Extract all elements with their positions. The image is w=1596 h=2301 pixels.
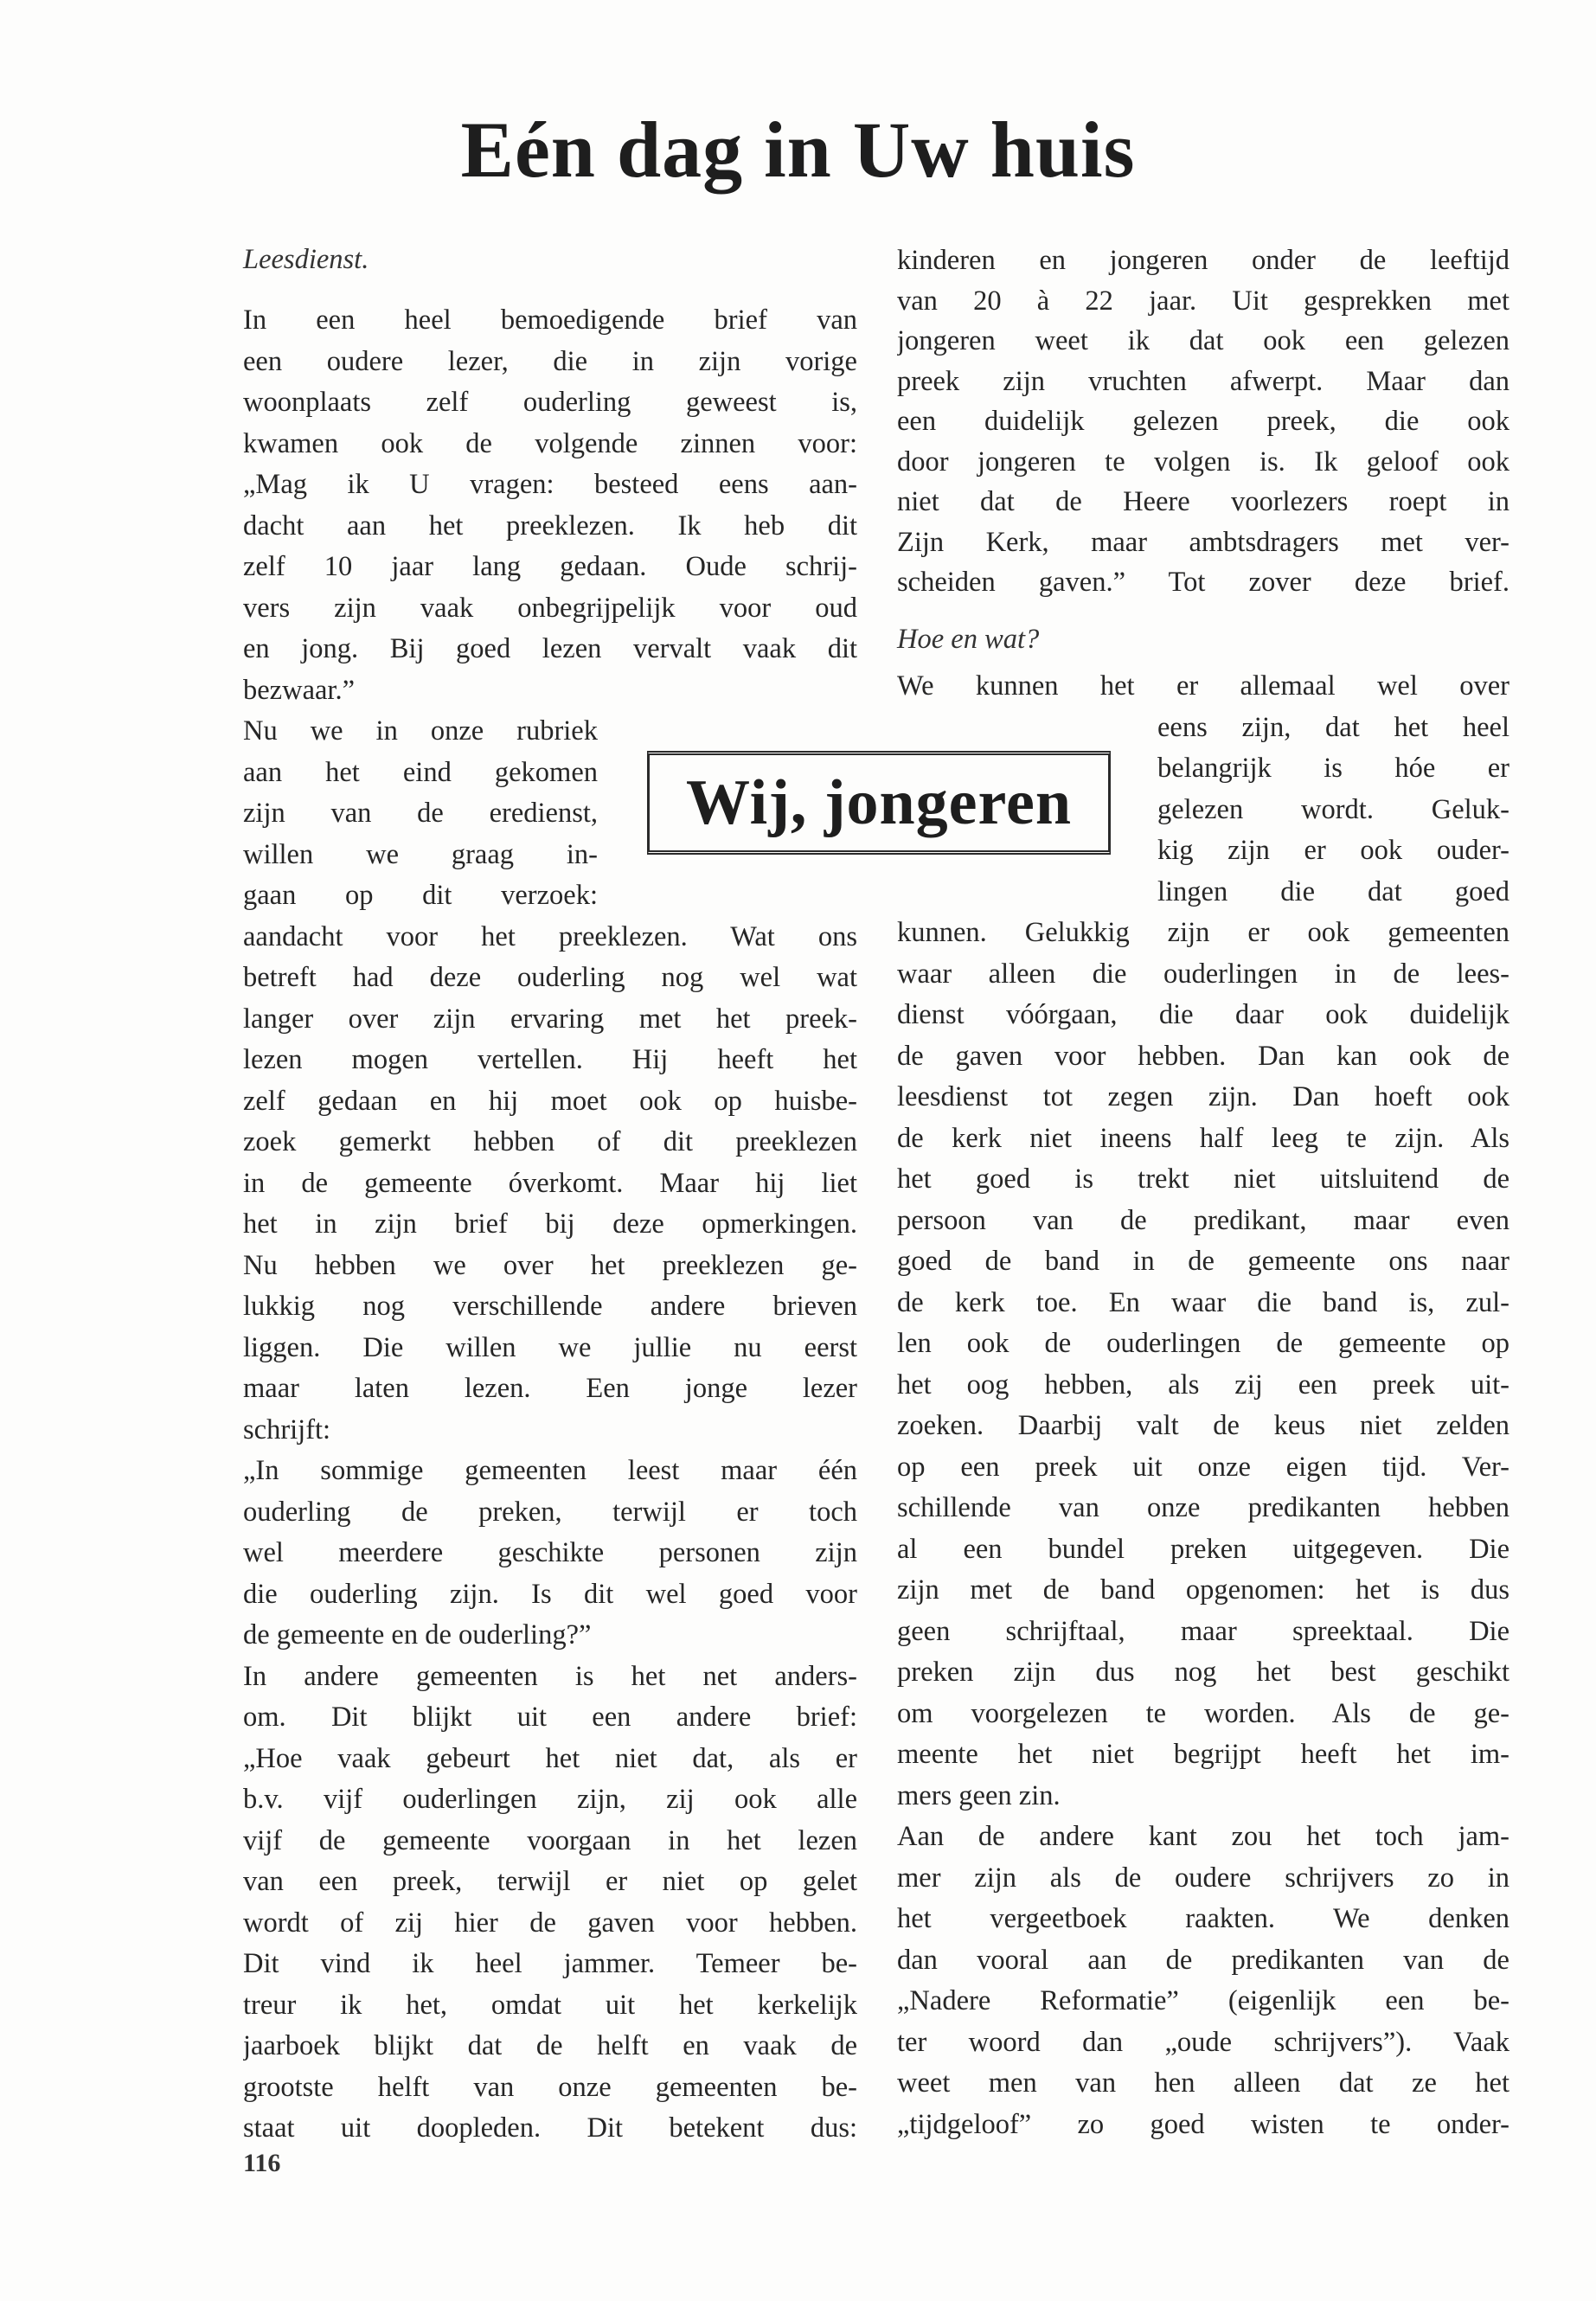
section-heading-hoe-en-wat: Hoe en wat? <box>897 624 1040 655</box>
text-line: niet dat de Heere voorlezers roept in <box>897 486 1509 517</box>
column-title-box <box>647 751 1111 855</box>
text-line: het vergeetboek raakten. We denken <box>897 1903 1509 1934</box>
text-line: vers zijn vaak onbegrijpelijk voor oud <box>243 592 857 624</box>
column-title: Wij, jongeren <box>685 766 1072 838</box>
text-line: wordt of zij hier de gaven voor hebben. <box>243 1907 857 1939</box>
text-line: gelezen wordt. Geluk- <box>1157 793 1509 825</box>
text-line: lezen mogen vertellen. Hij heeft het <box>243 1044 857 1075</box>
text-line: ter woord dan „oude schrijvers”). Vaak <box>897 2026 1509 2058</box>
text-line: We kunnen het er allemaal wel over <box>897 670 1509 702</box>
text-line: kig zijn er ook ouder- <box>1157 835 1509 866</box>
text-line: Nu we in onze rubriek <box>243 715 598 747</box>
text-line: schrijft: <box>243 1413 331 1445</box>
text-line: maar laten lezen. Een jonge lezer <box>243 1373 857 1404</box>
text-line: geen schrijftaal, maar spreektaal. Die <box>897 1615 1509 1647</box>
text-line: mers geen zin. <box>897 1779 1061 1811</box>
text-line: meente het niet begrijpt heeft het im- <box>897 1739 1509 1770</box>
text-line: zelf gedaan en hij moet ook op huisbe- <box>243 1085 857 1117</box>
text-line: persoon van de predikant, maar even <box>897 1204 1509 1236</box>
text-line: „Nadere Reformatie” (eigenlijk een be- <box>897 1985 1509 2016</box>
text-line: zoeken. Daarbij valt de keus niet zelden <box>897 1410 1509 1441</box>
article-title: Eén dag in Uw huis <box>460 106 1136 194</box>
text-line: grootste helft van onze gemeenten be- <box>243 2071 857 2103</box>
text-line: jongeren weet ik dat ook een gelezen <box>897 325 1509 356</box>
text-line: in de gemeente óverkomt. Maar hij liet <box>243 1167 857 1199</box>
text-line: kwamen ook de volgende zinnen voor: <box>243 427 857 459</box>
text-line: een oudere lezer, die in zijn vorige <box>243 345 857 377</box>
text-line: jaarboek blijkt dat de helft en vaak de <box>243 2030 857 2061</box>
text-line: preken zijn dus nog het best geschikt <box>897 1657 1509 1688</box>
paragraph <box>243 300 857 711</box>
text-line: In een heel bemoedigende brief van <box>243 304 857 336</box>
text-line: de kerk toe. En waar die band is, zul- <box>897 1286 1509 1318</box>
section-heading-leesdienst: Leesdienst. <box>243 244 369 275</box>
right-column-top <box>897 240 1509 603</box>
paragraph <box>897 666 1509 708</box>
text-line: door jongeren te volgen is. Ik geloof ook <box>897 445 1509 478</box>
text-line: betreft had deze ouderling nog wel wat <box>243 962 857 993</box>
right-column <box>897 666 1509 2145</box>
page-number: 116 <box>243 2149 281 2177</box>
text-line: weet men van hen alleen dat ze het <box>897 2067 1509 2099</box>
paragraph-wrapped <box>1157 708 1509 913</box>
paragraph <box>243 1657 857 2150</box>
text-line: vijf de gemeente voorgaan in het lezen <box>243 1824 857 1856</box>
text-line: preek zijn vruchten afwerpt. Maar dan <box>897 365 1509 397</box>
text-line: het in zijn brief bij deze opmerkingen. <box>243 1208 857 1240</box>
text-line: Zijn Kerk, maar ambtsdragers met ver- <box>897 526 1509 558</box>
text-line: ouderling de preken, terwijl er toch <box>243 1496 857 1528</box>
paragraph <box>897 240 1509 603</box>
text-line: dacht aan het preeklezen. Ik heb dit <box>243 510 857 542</box>
text-line: van een preek, terwijl er niet op gelet <box>243 1866 857 1897</box>
paragraph <box>243 1451 857 1657</box>
text-line: In andere gemeenten is het net anders- <box>243 1660 857 1692</box>
text-line: schillende van onze predikanten hebben <box>897 1492 1509 1523</box>
text-line: bezwaar.” <box>243 674 356 706</box>
text-line: scheiden gaven.” Tot zover deze brief. <box>897 567 1509 598</box>
text-line: liggen. Die willen we jullie nu eerst <box>243 1331 857 1363</box>
text-line: zijn met de band opgenomen: het is dus <box>897 1574 1509 1606</box>
text-line: om. Dit blijkt uit een andere brief: <box>243 1702 857 1733</box>
text-line: wel meerdere geschikte personen zijn <box>243 1537 857 1568</box>
text-line: „Hoe vaak gebeurt het niet dat, als er <box>243 1742 857 1774</box>
text-line: al een bundel preken uitgegeven. Die <box>897 1533 1509 1565</box>
text-line: en jong. Bij goed lezen vervalt vaak dit <box>243 633 857 664</box>
text-line: het goed is trekt niet uitsluitend de <box>897 1163 1509 1195</box>
text-line: dienst vóórgaan, die daar ook duidelijk <box>897 999 1509 1030</box>
text-line: de gemeente en de ouderling?” <box>243 1619 592 1650</box>
text-line: om voorgelezen te worden. Als de ge- <box>897 1697 1509 1729</box>
text-line: treur ik het, omdat uit het kerkelijk <box>243 1989 857 2021</box>
text-line: staat uit doopleden. Dit betekent dus: <box>243 2112 857 2144</box>
text-line: de kerk niet ineens half leeg te zijn. Als <box>897 1122 1509 1154</box>
text-line: „tijdgeloof” zo goed wisten te onder- <box>897 2108 1509 2140</box>
text-line: het oog hebben, als zij een preek uit- <box>897 1368 1509 1400</box>
text-line: die ouderling zijn. Is dit wel goed voor <box>243 1578 857 1610</box>
text-line: een duidelijk gelezen preek, die ook <box>897 406 1509 437</box>
text-line: zijn van de eredienst, <box>243 798 598 829</box>
text-line: woonplaats zelf ouderling geweest is, <box>243 387 857 418</box>
text-line: lingen die dat goed <box>1157 875 1509 907</box>
text-line: Dit vind ik heel jammer. Temeer be- <box>243 1948 857 1979</box>
text-line: „In sommige gemeenten leest maar één <box>243 1455 857 1486</box>
paragraph <box>897 1817 1509 2145</box>
text-line: belangrijk is hóe er <box>1157 753 1509 784</box>
text-line: „Mag ik U vragen: besteed eens aan- <box>243 469 857 500</box>
text-line: zelf 10 jaar lang gedaan. Oude schrij- <box>243 551 857 582</box>
text-line: goed de band in de gemeente ons naar <box>897 1246 1509 1277</box>
paragraph-wrapped <box>243 711 598 917</box>
text-line: langer over zijn ervaring met het preek- <box>243 1003 857 1035</box>
text-line: op een preek uit onze eigen tijd. Ver- <box>897 1451 1509 1483</box>
text-line: willen we graag in- <box>243 838 598 870</box>
text-line: eens zijn, dat het heel <box>1157 711 1509 743</box>
text-line: gaan op dit verzoek: <box>243 880 598 911</box>
text-line: Aan de andere kant zou het toch jam- <box>897 1821 1509 1852</box>
text-line: kinderen en jongeren onder de leeftijd <box>897 245 1509 276</box>
paragraph <box>897 913 1509 1817</box>
text-line: len ook de ouderlingen de gemeente op <box>897 1328 1509 1359</box>
text-line: van 20 à 22 jaar. Uit gesprekken met <box>897 285 1509 317</box>
text-line: b.v. vijf ouderlingen zijn, zij ook alle <box>243 1784 857 1815</box>
text-line: Nu hebben we over het preeklezen ge- <box>243 1249 857 1281</box>
text-line: leesdienst tot zegen zijn. Dan hoeft ook <box>897 1081 1509 1112</box>
text-line: zoek gemerkt hebben of dit preeklezen <box>243 1126 857 1157</box>
text-line: kunnen. Gelukkig zijn er ook gemeenten <box>897 917 1509 948</box>
left-column <box>243 300 857 2150</box>
text-line: aan het eind gekomen <box>243 756 598 788</box>
text-line: aandacht voor het preeklezen. Wat ons <box>243 920 857 952</box>
text-line: de gaven voor hebben. Dan kan ook de <box>897 1040 1509 1072</box>
text-line: dan vooral aan de predikanten van de <box>897 1944 1509 1976</box>
text-line: lukkig nog verschillende andere brieven <box>243 1291 857 1322</box>
paragraph <box>243 917 857 1452</box>
text-line: mer zijn als de oudere schrijvers zo in <box>897 1862 1509 1894</box>
text-line: waar alleen die ouderlingen in de lees- <box>897 958 1509 990</box>
